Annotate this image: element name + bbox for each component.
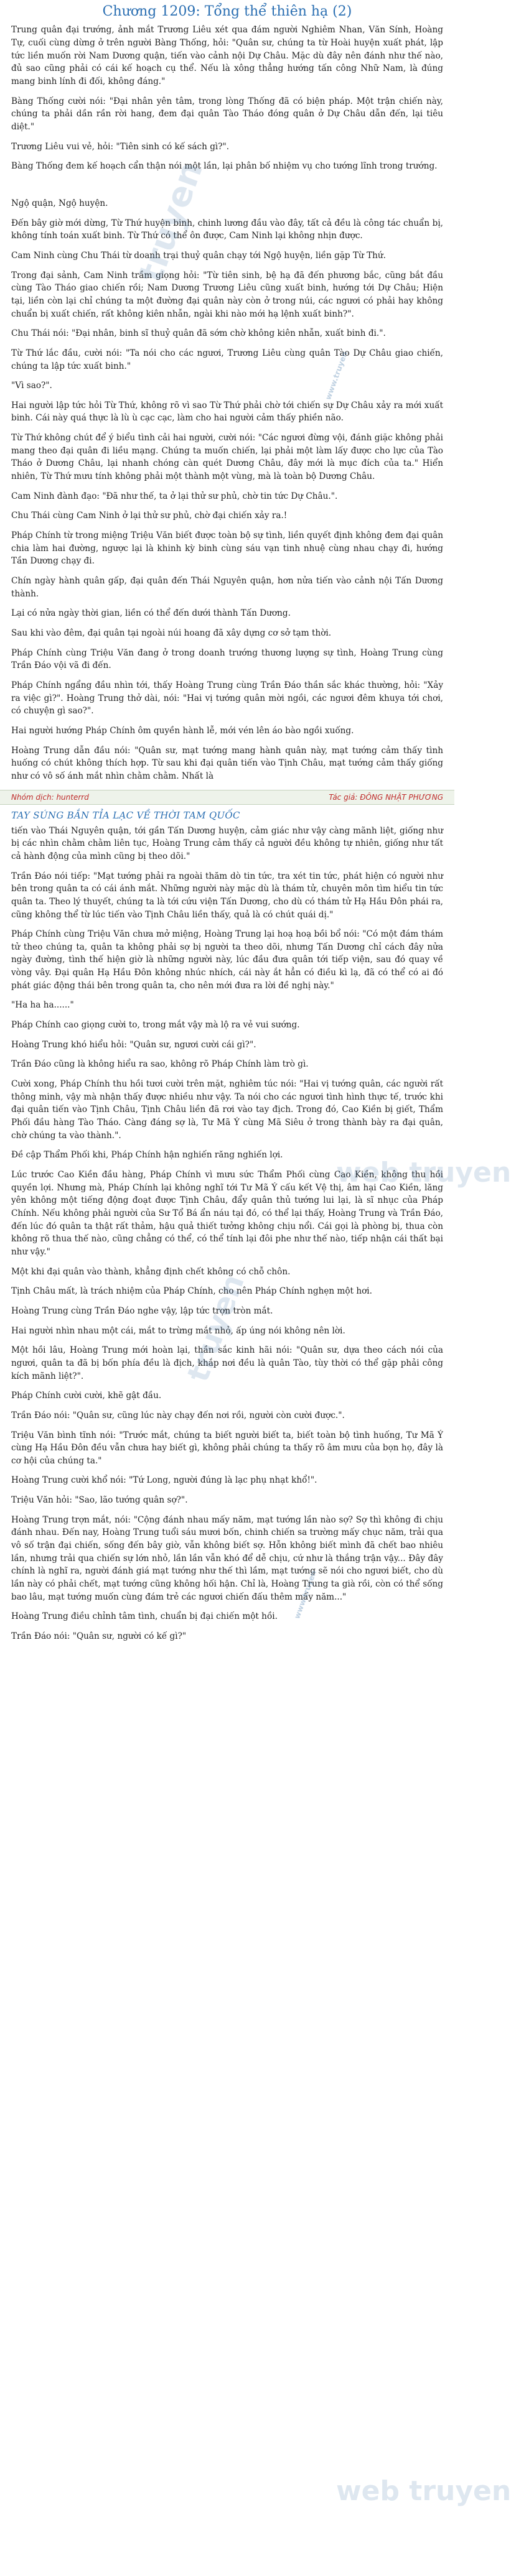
watermark: www.truyen: [324, 350, 350, 401]
paragraph: Hoàng Trung dẫn đầu nói: "Quân sư, mạt tướng mang hành quân này, mạt tướng cảm thấy tình huống có chút không thích hợp. Từ sau khi đại quân tiến vào Tịnh Châu, mạt tướng cảm thấy giống như có vô số ánh mắt nhìn chằm chằm. Nhất là: [11, 745, 443, 781]
watermark: web truyen: [336, 2475, 511, 2507]
paragraph: Trong đại sảnh, Cam Ninh trầm giọng hỏi: "Từ tiên sinh, bệ hạ đã đến phương bắc, cũng bắt đầu cùng Tào Tháo giao chiến rồi; Nam Dương Trương Liêu cũng xuất binh, hướng tới Dự Châu; Hiện tại, liền còn lại chỉ chúng ta một đường đại quân này còn ở trong núi, các ngươi có phải hay không chuẩn bị xuất chiến, rất không kiên nhẫn, ngài khi nào mới hạ lệnh xuất binh?".: [11, 270, 443, 319]
paragraph: Cười xong, Pháp Chính thu hồi tươi cười trên mặt, nghiêm túc nói: "Hai vị tướng quân, các người rất thông minh, vậy mà nhận thấy được nhiều như vậy. Ta nói cho các ngươi tình hình thực tế, trước khi đại quân tiến vào Tịnh Châu, Tịnh Châu liền đã rơi vào tay địch. Trong đó, Cao Kiền bị giết, Thẩm Phối đầu hàng Tào Tháo. Càng đáng sợ là, Tư Mã Ý cùng Mã Siêu ở trong thành bày ra đại quân, chờ chúng ta vào thành.".: [11, 1079, 443, 1141]
part2: [11, 197, 443, 783]
paragraph: Từ Thứ không chút để ý biểu tình cải hai người, cười nói: "Các ngươi đừng vội, đánh giặc không phải mang theo đại quân đi liều mạng. Chúng ta muốn chiến, lại phải một làm lấy được cho lực của Tào Tháo ở Dương Châu, lại nhanh chóng càn quét Dương Châu, đây mới là mục đích của ta." Hiển nhiên, Từ Thứ mưu tính không phải một thành một vùng, mà là toàn bộ Dương Châu.: [11, 433, 443, 482]
paragraph: Bàng Thống đem kế hoạch cẩn thận nói một lần, lại phân bố nhiệm vụ cho tướng lĩnh trong trướng.: [11, 161, 438, 172]
author-credit: Tác giả: ĐÔNG NHẬT PHƯƠNG: [329, 792, 443, 802]
paragraph: Cam Ninh đành đạo: "Đã như thế, ta ở lại thử sư phủ, chờ tin tức Dự Châu.".: [11, 491, 338, 501]
paragraph: Một khi đại quân vào thành, khẳng định chết không có chỗ chôn.: [11, 1266, 291, 1277]
paragraph: "Ha ha ha......": [11, 1000, 74, 1011]
watermark: truyen: [180, 1269, 251, 1387]
paragraph: Chín ngày hành quân gấp, đại quân đến Thái Nguyên quận, hơn nửa tiến vào cảnh nội Tấn Dương thành.: [11, 576, 443, 599]
paragraph: Trương Liêu vui vẻ, hỏi: "Tiên sinh có kế sách gì?".: [11, 141, 230, 152]
paragraph: Pháp Chính cùng Triệu Văn đang ở trong doanh trướng thương lượng sự tình, Hoàng Trung cùng Trần Đáo vội vã đi đến.: [11, 647, 443, 671]
paragraph: Từ Thứ lắc đầu, cười nói: "Ta nói cho các ngươi, Trương Liêu cùng quân Tào Dự Châu giao chiến, chúng ta lập tức xuất binh.": [11, 348, 443, 371]
paragraph: Bàng Thống cười nói: "Đại nhân yên tâm, trong lòng Thống đã có biện pháp. Một trận chiến này, chúng ta phải dần rần rời hang, đem đại quân Tào Tháo đóng quân ở Dự Châu dẫn đến, lại tiêu diệt.": [11, 96, 443, 132]
paragraph: Hoàng Trung cùng Trần Đáo nghe vậy, lập tức trợn tròn mắt.: [11, 1305, 273, 1316]
paragraph: Hai người nhìn nhau một cái, mắt to trừng mắt nhỏ, ấp úng nói không nên lời.: [11, 1325, 345, 1336]
paragraph: Lúc trước Cao Kiền đầu hàng, Pháp Chính vì mưu sức Thẩm Phối cùng Cao Kiền, không thu hồi quyền lợi. Nhưng mà, Pháp Chính lại không nghĩ tới Tư Mã Ý cấu kết Vệ thị, âm hại Cao Kiền, lăng yên không một tiếng động đoạt được Tịnh Châu, đẩy quân thủ tướng lui lại, là sĩ nhục của Pháp Chính. Nếu không phải người của Sư Tổ Bá ẩn náu tại đó, có thể lại thấy, Hoàng Trung và Trần Đáo, đến lúc đó quân ta thật rất thảm, hậu quả thiết tưởng không chịu nổi. Cái gọi là phòng bị, thua còn không rõ thua thế nào, cũng chẳng có thể, có thể tính lại đôi phe như thế nào, tiếp nhận cái thất bại như vậy.": [11, 1170, 443, 1257]
translator-credit: Nhóm dịch: hunterrd: [11, 792, 89, 802]
paragraph: Triệu Văn bình tĩnh nói: "Trước mắt, chúng ta biết người biết ta, biết toàn bộ tình huống, Tư Mã Ý cùng Hạ Hầu Đôn đều vẫn chưa hay biết gì, không phải chúng ta thấy rõ âm mưu của bọn họ, đây là cơ hội của chúng ta.": [11, 1430, 443, 1466]
paragraph: "Vì sao?".: [11, 381, 52, 391]
scene-gap: [11, 180, 443, 197]
chapter-continued: [0, 810, 454, 1643]
paragraph: Tịnh Châu mất, là trách nhiệm của Pháp Chính, cho nên Pháp Chính nghẹn một hơi.: [11, 1286, 372, 1297]
paragraph: Pháp Chính ngẩng đầu nhìn tới, thấy Hoàng Trung cùng Trần Đáo thần sắc khác thường, hỏi: "Xảy ra việc gì?". Hoàng Trung thở dài, nói: "Hai vị tướng quân mời ngồi, các ngươi đêm khuya tới chơi, có chuyện gì sao?".: [11, 680, 443, 716]
paragraph: Sau khi vào đêm, đại quân tại ngoài núi hoang đã xây dựng cơ sở tạm thời.: [11, 628, 332, 639]
paragraph: Đề cập Thẩm Phối khi, Pháp Chính hận nghiến răng nghiến lợi.: [11, 1150, 283, 1161]
watermark: truyen: [131, 155, 211, 287]
paragraph: Chu Thái nói: "Đại nhân, binh sĩ thuỷ quân đã sớm chờ không kiên nhẫn, xuất binh đi.".: [11, 328, 386, 339]
paragraph: Ngộ quận, Ngộ huyện.: [11, 198, 108, 208]
paragraph: Chu Thái cùng Cam Ninh ở lại thử sư phủ, chờ đại chiến xảy ra.!: [11, 511, 288, 521]
paragraph: Hoàng Trung cười khổ nói: "Tứ Long, người đúng là lạc phụ nhạt khổ!".: [11, 1475, 317, 1486]
paragraph: Một hồi lâu, Hoàng Trung mới hoàn lại, thần sắc kinh hãi nói: "Quân sư, dựa theo cách nói của ngươi, quân ta đã bị bốn phía đều là địch, khắp nơi đều là quân Tào, tùy thời có thể gặp phải công kích mãnh liệt?".: [11, 1345, 443, 1381]
watermark: www.truyen: [293, 1569, 319, 1620]
paragraph: Hoàng Trung điều chỉnh tâm tình, chuẩn bị đại chiến một hồi.: [11, 1611, 278, 1622]
paragraph: Pháp Chính cao giọng cười to, trong mắt vậy mà lộ ra vẻ vui sướng.: [11, 1020, 300, 1031]
paragraph: Cam Ninh cùng Chu Thái từ doanh trại thuỷ quân chạy tới Ngộ huyện, liền gặp Từ Thứ.: [11, 250, 386, 261]
paragraph: Trần Đáo nói: "Quân sư, cũng lúc này chạy đến nơi rồi, người còn cười được.".: [11, 1410, 345, 1420]
watermark: web truyen: [336, 1157, 511, 1188]
paragraph: Đến bây giờ mới dừng, Từ Thứ huyện binh, chinh lương đầu vào đây, tất cả đều là công tác chuẩn bị, không tính toán xuất binh. Từ Thứ có thể ôn được, Cam Ninh lại không nhịn được.: [11, 218, 443, 241]
paragraph: Pháp Chính cùng Triệu Văn chưa mở miệng, Hoàng Trung lại hoạ hoạ bồi bổ nói: "Có một đám thám tử theo chúng ta, quân ta không phải sợ bị người ta theo dõi, nhưng Tấn Dương chỉ cách đây nửa ngày đường, tình thế hiện giờ là những người này, lúc đầu đưa quân tới tiếp viện, sau đó quay về vòng vây. Đại quân Hạ Hầu Đôn không nhúc nhích, cái này ắt hẳn có điều kì lạ, đã có thể có ai đó phát giác động thái bên trong quân ta, cho nên mới đưa ra lời đề nghị này.": [11, 929, 443, 991]
paragraph: Hoàng Trung khó hiểu hỏi: "Quân sư, ngươi cười cái gì?".: [11, 1039, 256, 1050]
paragraph: Pháp Chính từ trong miệng Triệu Văn biết được toàn bộ sự tình, liền quyết định không đem đại quân chia làm hai đường, ngược lại là khinh kỳ binh cùng sáu vạn tinh nhuệ cùng nhau chạy đi, hướng Tần Dương chạy đi.: [11, 530, 443, 567]
paragraph: Lại có nửa ngày thời gian, liền có thể đến dưới thành Tấn Dương.: [11, 608, 291, 619]
credits-bar: [0, 790, 454, 805]
paragraph: Hai người hướng Pháp Chính ôm quyền hành lễ, mới vén lên áo bào ngồi xuống.: [11, 725, 354, 736]
paragraph: Hoàng Trung trợn mắt, nói: "Cộng đánh nhau mấy năm, mạt tướng lần nào sợ? Sợ thì không đi chịu đánh nhau. Đến nay, Hoàng Trung tuổi sáu mươi bốn, chinh chiến sa trường mấy chục năm, trải qua vô số trận đại chiến, sống đến bây giờ, vẫn không biết sợ. Hỗn không biết mình đã chết bao nhiêu lần, nhưng trải qua chiến sự lớn nhỏ, lần lần vẫn khó để dễ chịu, cứ như là thắng trận vậy... Đây đây chính là nghĩ ra, người đánh giá mạt tướng như thế thì lầm, mạt tướng sẽ nói cho ngươi biết, cho dù lần này có phải chết, mạt tướng cũng không hối hận. Chỉ là, Hoàng Trung ta già rồi, còn có thể sống bao lâu, mạt tướng muốn cùng đám trẻ các ngươi chiến đấu thêm mấy năm...": [11, 1514, 443, 1602]
paragraph: Hai người lập tức hỏi Từ Thứ, không rõ vì sao Từ Thứ phải chờ tới chiến sự Dự Châu xảy ra mới xuất binh. Cái này quá thực là lù ù cạc cạc, làm cho hai người cảm thấy phiền não.: [11, 400, 443, 424]
paragraph: Triệu Văn hỏi: "Sao, lão tướng quân sợ?".: [11, 1495, 188, 1506]
paragraph: Trần Đáo nói: "Quân sư, người có kế gì?": [11, 1631, 187, 1642]
paragraph: Trần Đáo nói tiếp: "Mạt tướng phải ra ngoài thăm dò tin tức, tra xét tin tức, phát hiện có người như bên trong quân ta có cái ánh mắt. Những người này mặc dù là thám tử, chuyên môn tìm hiểu tin tức quân ta. Theo lý thuyết, chúng ta là tới cứu viện Tấn Dương, cho dù có thám tử Hạ Hầu Đôn phái ra, cũng không thể từ lúc tiến vào Tịnh Châu liền thấy, quả là có chút quái dị.": [11, 871, 443, 920]
paragraph: Pháp Chính cười cười, khẽ gật đầu.: [11, 1391, 162, 1401]
paragraph: Trần Đáo cũng là không hiểu ra sao, không rõ Pháp Chính làm trò gì.: [11, 1059, 309, 1070]
section-heading: TAY SÚNG BẮN TỈA LẠC VỀ THỜI TAM QUỐC: [11, 809, 240, 821]
part1: [11, 24, 443, 173]
paragraph: Trung quân đại trướng, ảnh mắt Trương Liêu xét qua đám người Nghiêm Nhan, Văn Sính, Hoàng Tự, cuối cùng dừng ở trên người Bàng Thống, hỏi: "Quân sư, chúng ta từ Hoài huyện xuất phát, lập tức liền muốn rời Nam Dương quận, tiến vào cảnh nội Dự Châu. Mặc dù đây nên đánh như thế nào, đủ sao cũng phải có cái kế hoạch cụ thể. Nếu là xông thẳng hướng tấn công Nhữ Nam, là đúng mang binh lính đi đối, không đáng.": [11, 25, 443, 87]
chapter-title: Chương 1209: Tổng thể thiên hạ (2): [102, 4, 352, 19]
paragraph: tiến vào Thái Nguyên quận, tới gần Tấn Dương huyện, cảm giác như vậy càng mãnh liệt, giống như bị các nhìn chằm chằm liên tục, Hoàng Trung cảm thấy cả người đều không tự nhiên, giống như tất cả hành động của mình cũng bị theo dõi.": [11, 825, 443, 861]
chapter-top: [0, 0, 454, 783]
